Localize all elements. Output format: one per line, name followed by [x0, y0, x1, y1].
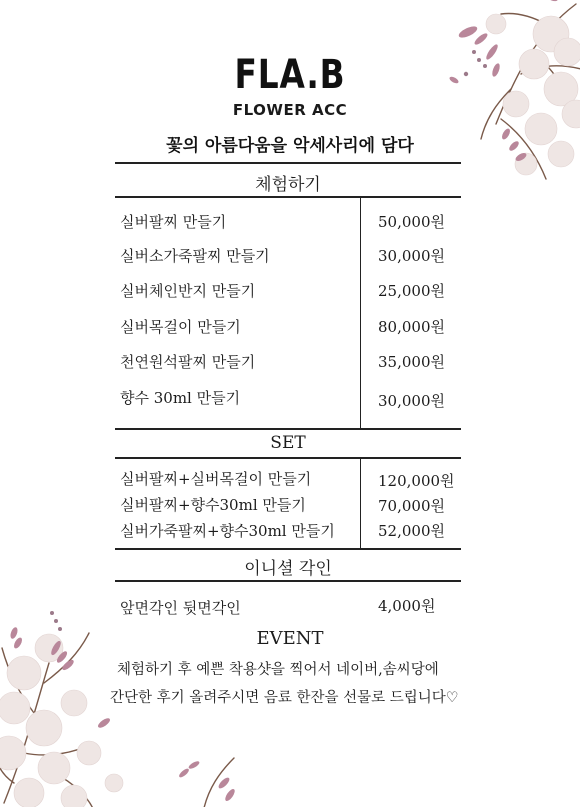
event-text-line-2: 간단한 후기 올려주시면 음료 한잔을 선물로 드립니다♡	[110, 690, 459, 706]
brand-subtitle: FLOWER ACC	[232, 101, 348, 119]
menu-item-name: 실버소가죽팔찌 만들기	[120, 247, 270, 265]
event-text-line-1: 체험하기 후 예쁜 착용샷을 찍어서 네이버,솜씨당에	[117, 662, 439, 678]
menu-item-name: 실버목걸이 만들기	[120, 318, 241, 336]
divider	[115, 162, 461, 164]
menu-item-price: 4,000원	[378, 597, 436, 615]
menu-item-name: 향수 30ml 만들기	[120, 389, 241, 407]
menu-item-name: 실버팔찌+향수30ml 만들기	[120, 496, 306, 514]
section-title-initial: 이니셜 각인	[244, 559, 332, 579]
menu-item-name: 앞면각인 뒷면각인	[120, 599, 241, 617]
menu-item-price: 25,000원	[378, 282, 445, 300]
section-title-set: SET	[270, 433, 306, 453]
floral-corner-bottom-left-icon	[0, 553, 244, 807]
menu-item-name: 실버체인반지 만들기	[120, 282, 256, 300]
tagline: 꽃의 아름다움을 악세사리에 담다	[166, 136, 414, 156]
column-divider	[360, 458, 361, 548]
menu-item-name: 실버팔찌 만들기	[120, 213, 227, 231]
menu-item-price: 52,000원	[378, 522, 445, 540]
menu-item-name: 실버팔찌+실버목걸이 만들기	[120, 470, 312, 488]
divider	[115, 548, 461, 550]
menu-item-name: 천연원석팔찌 만들기	[120, 353, 256, 371]
menu-item-price: 50,000원	[378, 213, 445, 231]
menu-item-price: 80,000원	[378, 318, 445, 336]
menu-item-price: 30,000원	[378, 247, 445, 265]
divider	[115, 428, 461, 430]
menu-item-price: 35,000원	[378, 353, 445, 371]
menu-item-price: 120,000원	[378, 472, 455, 490]
menu-item-price: 30,000원	[378, 392, 445, 410]
divider	[115, 196, 461, 198]
menu-item-price: 70,000원	[378, 497, 445, 515]
divider	[115, 580, 461, 582]
divider	[115, 457, 461, 459]
brand-logo: FLA.B	[234, 52, 346, 98]
event-title: EVENT	[256, 628, 324, 649]
section-title-experience: 체험하기	[255, 175, 321, 195]
menu-item-name: 실버가죽팔찌+향수30ml 만들기	[120, 522, 335, 540]
column-divider	[360, 197, 361, 429]
